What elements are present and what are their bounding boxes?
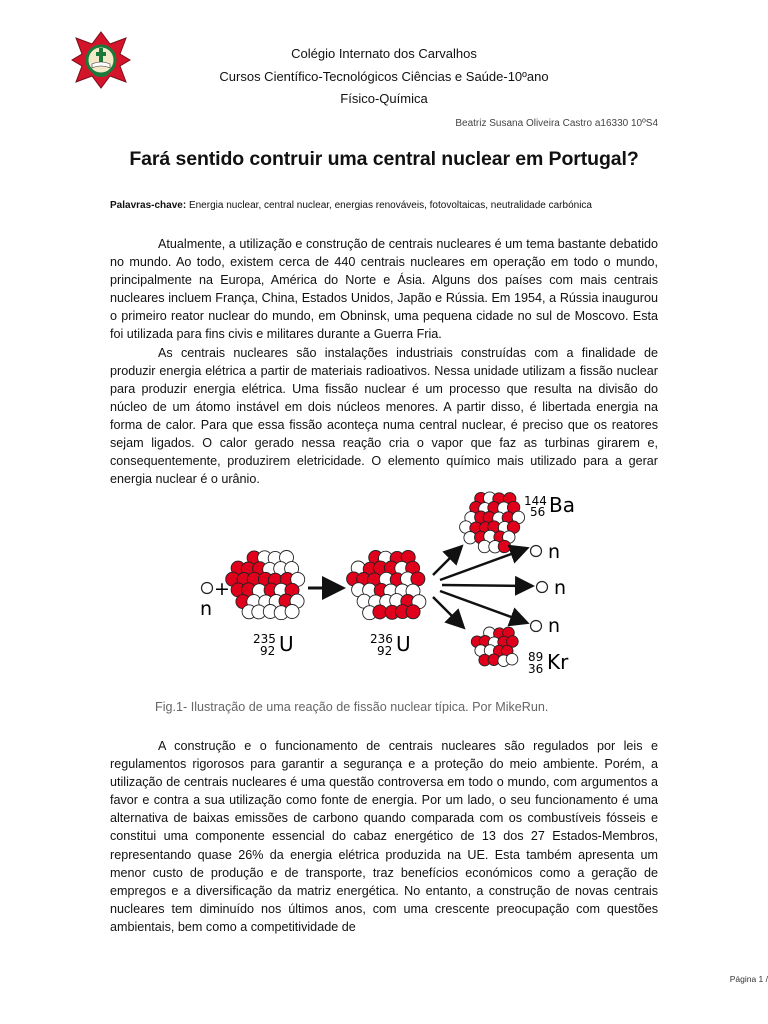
released-neutron-label-1: n [548,541,561,563]
keywords-label: Palavras-chave: [110,200,187,211]
author-line: Beatriz Susana Oliveira Castro a16330 10ºS4 [455,118,658,129]
keywords-line [110,200,670,211]
nucleon [506,653,518,665]
keywords-text: Energia nuclear, central nuclear, energias renováveis, fotovoltaicas, neutralidade carbónica [186,200,592,211]
ba-mass: 144 [524,494,547,508]
u236-symbol: U [396,632,411,656]
plus-sign: + [214,578,230,600]
ba-nucleus [460,492,525,553]
kr-atomic: 36 [528,662,544,676]
released-neutron-icon [531,621,542,632]
released-neutron-label-2: n [554,577,567,599]
school-crest-logo [70,30,132,90]
product-arrow-kr [433,597,462,626]
nucleon [498,540,510,552]
kr-mass: 89 [528,650,544,664]
u235-mass: 235 [253,632,276,646]
released-neutron-icon [537,582,548,593]
paragraph-2: As centrais nucleares são instalações industriais construídas com a finalidade de produzir energia elétrica a partir de materiais radioativos. Nessa unidade utilizam a fissão nuclear para produzir energia elétrica. Uma fissão nuclear é um processo que resulta na divisão do núcleo de um átomo instável em dois núcleos menores. A partir disso, é libertada energia na forma de calor. Para que essa fissão aconteça numa central nuclear, é preciso que os reatores sejam ligados. O calor gerado nessa reação cria o vapor que faz as turbinas girarem e, consequentemente, produzirem eletricidade. O elemento químico mais utilizado para a gerar energia nuclear é o urânio. [110,345,658,487]
product-arrow-neutron-2 [442,585,530,586]
u235-nucleus [226,551,305,620]
body-text-2 [110,737,658,936]
figure-caption: Fig.1- Ilustração de uma reação de fissão nuclear típica. Por MikeRun. [155,700,549,714]
incoming-neutron-icon [202,583,213,594]
product-arrow-ba [433,548,460,575]
u235-atomic: 92 [260,644,276,658]
paragraph-3: A construção e o funcionamento de centrais nucleares são regulados por leis e regulamentos rigorosos para garantir a segurança e a proteção do meio ambiente. Porém, a utilização de centrais nucleares é uma questão controversa em todo o mundo, com argumentos a favor e contra a sua utilização como fonte de energia. Por um lado, o seu funcionamento é uma alternativa de baixas emissões de carbono quando comparada com os combustíveis fósseis e constitui uma componente essencial do cabaz energético de 13 dos 27 Estados-Membros, representando quase 26% da energia elétrica produzida na UE. Esta também apresenta um menor custo de produção e de transporte, traz benefícios económicos como a geração de empregos e a diversificação da matriz energética. No entanto, a construção de novas centrais nucleares tem diminuído nos últimos anos, com uma crescente preocupação com questões ambientais, bem como a competitividade de [110,739,658,934]
nucleon [406,605,420,619]
u236-atomic: 92 [377,644,393,658]
fission-illustration [180,485,600,685]
course-name: Cursos Científico-Tecnológicos Ciências e Saúde-10ºano [219,69,549,84]
nucleon [285,605,299,619]
ba-atomic: 56 [530,505,546,519]
u236-nucleus [347,550,426,619]
u235-symbol: U [279,632,294,656]
ba-symbol: Ba [549,493,575,517]
intro-text [110,235,658,488]
released-neutron-icon [531,546,542,557]
document-title: Fará sentido contruir uma central nuclear em Portugal? [129,148,639,170]
school-name: Colégio Internato dos Carvalhos [291,46,477,61]
kr-nucleus [471,627,518,667]
page-number: Página 1 / [729,974,768,984]
incoming-neutron-label: n [200,598,213,620]
subject-name: Físico-Química [340,91,428,106]
kr-symbol: Kr [547,650,569,674]
released-neutron-label-3: n [548,615,561,637]
paragraph-1: Atualmente, a utilização e construção de centrais nucleares é um tema bastante debatido no mundo. Ao todo, existem cerca de 440 centrais nucleares em operação em todo o mundo, principalmente na Europa, América do Norte e Ásia. Alguns dos países com mais centrais nucleares incluem França, China, Estados Unidos, Japão e Rússia. Em 1954, a Rússia inaugurou o primeiro reator nuclear do mundo, em Obninsk, uma pequena cidade no sul de Moscovo. Esta foi utilizada para fins civis e militares durante a Guerra Fria. [110,237,658,342]
u236-mass: 236 [370,632,393,646]
